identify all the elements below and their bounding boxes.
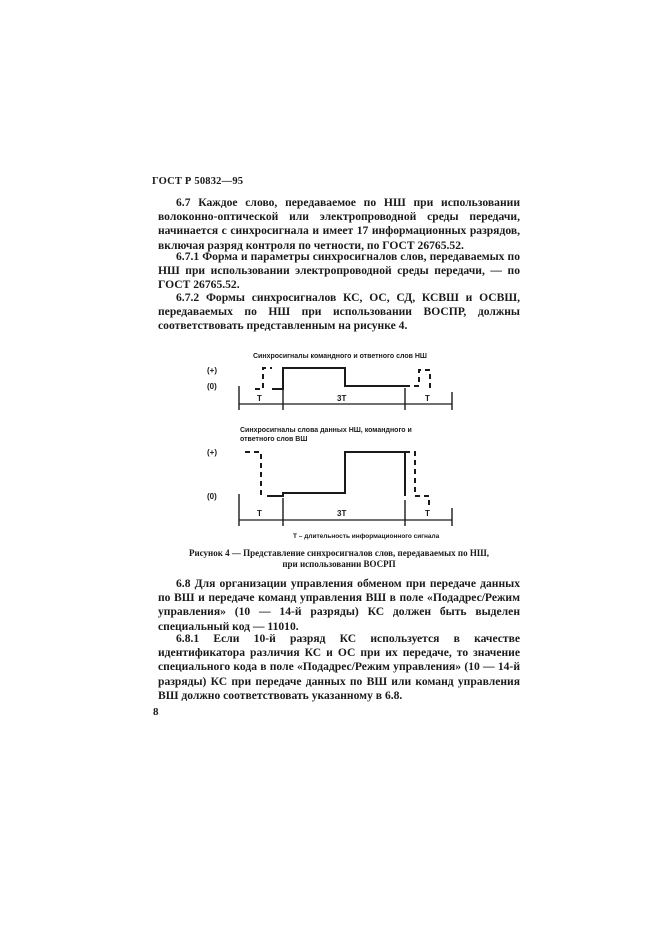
- diagram1-solid-waveform: [272, 368, 405, 389]
- figure-caption: [175, 548, 503, 570]
- diagram2-right-dashed-pulse: [405, 452, 429, 506]
- paragraph-text: 6.7 Каждое слово, передаваемое по НШ при использовании волоконно-оптической или электропроводной среды передачи, начинается с синхросигнала и имеет 17 информационных разрядов, включая разряд контроля по четности, по ГОСТ 26765.52.: [158, 196, 520, 252]
- diagram2-level-high: (+): [207, 448, 217, 457]
- diagram1-right-dashed-pulse: [405, 370, 430, 390]
- diagram1-title: Синхросигналы командного и ответного слов НШ: [253, 353, 427, 360]
- paragraph-6-7-1: [158, 250, 520, 293]
- diagram1-left-dashed-pulse: [255, 368, 272, 389]
- figure-4-sync-signals: [205, 348, 470, 543]
- diagram2-title-line1: Синхросигналы слова данных НШ, командного и: [240, 427, 412, 434]
- paragraph-text: 6.7.1 Форма и параметры синхросигналов слов, передаваемых по НШ при использовании электропроводной среды передачи, — по ГОСТ 26765.52.: [158, 250, 520, 292]
- diagram1-level-high: (+): [207, 366, 217, 375]
- diagram2-label-t-left: Т: [257, 509, 262, 518]
- diagram1-label-3t: 3Т: [337, 394, 347, 403]
- paragraph-6-8-1: [158, 632, 520, 703]
- caption-line-1: Рисунок 4 — Представление синхросигналов слов, передаваемых по НШ,: [188, 548, 489, 558]
- diagram1-label-t-left: Т: [257, 394, 262, 403]
- sync-signals-diagram: [205, 348, 470, 543]
- diagram2-title-line2: ответного слов ВШ: [240, 436, 308, 443]
- diagram2-label-3t: 3Т: [337, 509, 347, 518]
- paragraph-6-7-2: [158, 291, 520, 334]
- diagram1-level-low: (0): [207, 382, 217, 391]
- diagram2-level-low: (0): [207, 492, 217, 501]
- caption-line-2: при использовании ВОСРП: [282, 559, 396, 569]
- diagram1-label-t-right: Т: [425, 394, 430, 403]
- diagram2-left-dashed-pulse: [245, 452, 261, 498]
- figure-note: Т – длительность информационного сигнала: [293, 533, 440, 540]
- paragraph-text: 6.8.1 Если 10-й разряд КС используется в качестве идентификатора различия КС и ОС при их передаче, то значение специального кода в поле «Подадрес/Режим управления» (10 — 14-й разряды) КС при передаче данных по ВШ или команд управления ВШ должно соответствовать указанному в 6.8.: [158, 632, 520, 702]
- diagram2-solid-waveform: [267, 452, 405, 496]
- paragraph-6-7: [158, 196, 520, 253]
- paragraph-6-8: [158, 577, 520, 634]
- paragraph-text: 6.8 Для организации управления обменом при передаче данных по ВШ и передаче команд управления ВШ в поле «Подадрес/Режим управления» (10 — 14-й разряды) КС должен быть выделен специальный код — 11010.: [158, 577, 520, 633]
- page-header: ГОСТ Р 50832—95: [152, 176, 244, 187]
- page-number: 8: [153, 706, 159, 718]
- diagram2-label-t-right: Т: [425, 509, 430, 518]
- paragraph-text: 6.7.2 Формы синхросигналов КС, ОС, СД, КСВШ и ОСВШ, передаваемых по НШ при использовании ВОСПР, должны соответствовать представленным на рисунке 4.: [158, 291, 520, 333]
